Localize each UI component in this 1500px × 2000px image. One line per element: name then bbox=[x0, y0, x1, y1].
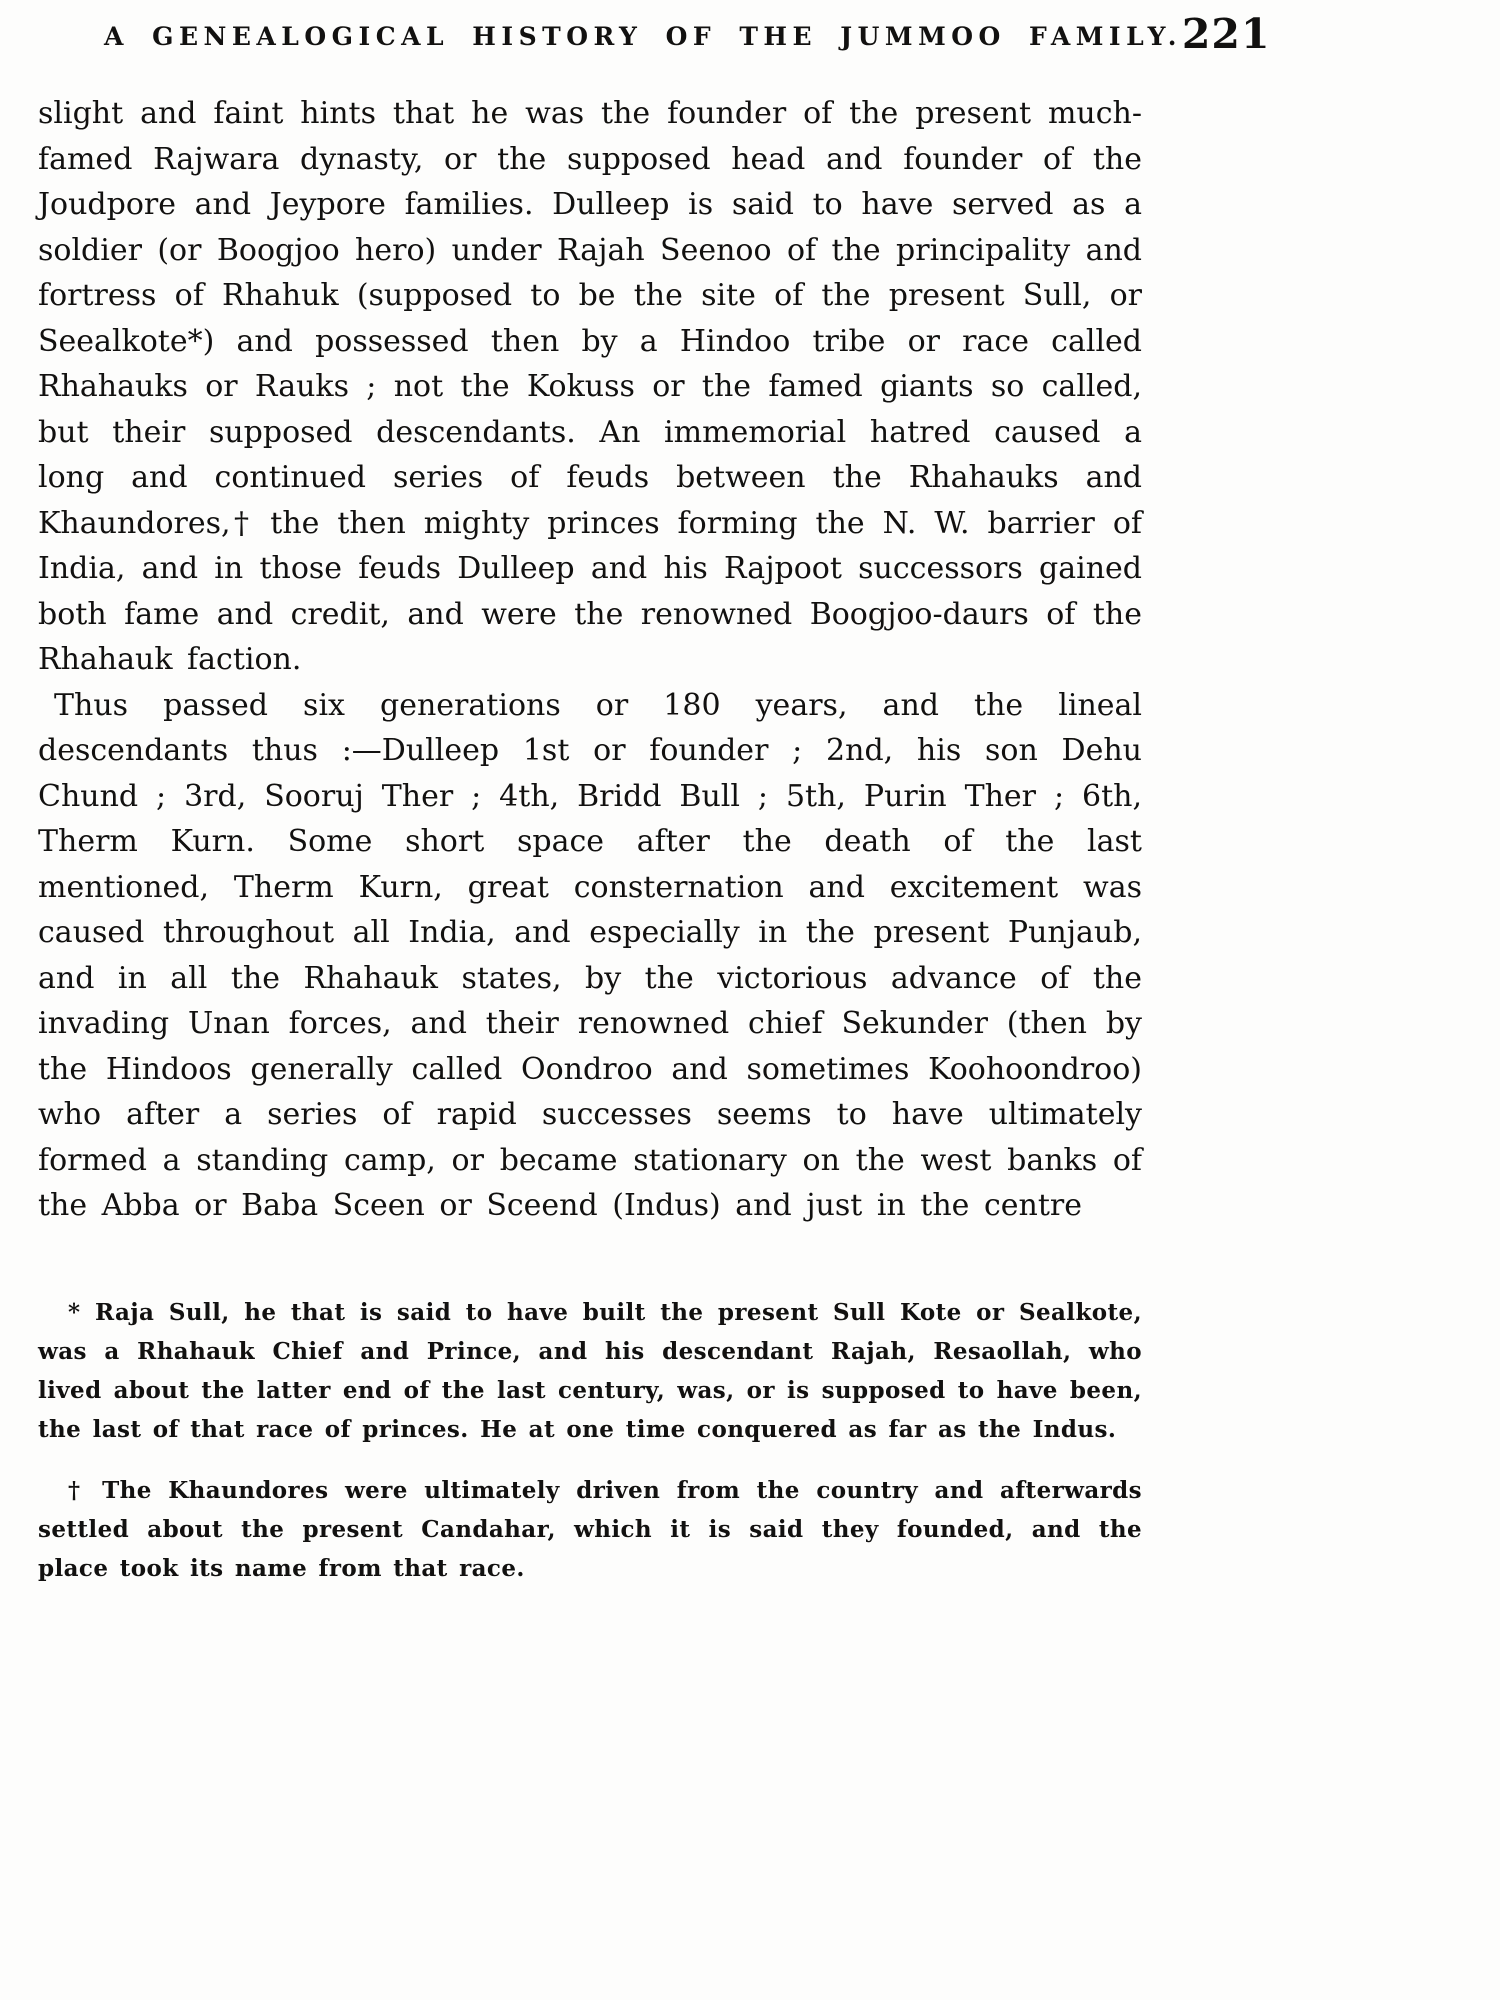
footnote-dagger: † The Khaundores were ultimately driven from the country and afterwards settled about the present Candahar, which it is said they founded, and the place took its name from that race. bbox=[38, 1476, 1142, 1582]
paragraph-generations: Thus passed six generations or 180 years, and the lineal descendants thus :—Dulleep 1st or founder ; 2nd, his son Dehu Chund ; 3rd, Sooruj Ther ; 4th, Bridd Bull ; 5th, Purin Ther ; 6th, Therm Kurn. Some short space after the death of the last mentioned, Therm Kurn, great consternation and excitement was caused throughout all India, and especially in the present Punjaub, and in all the Rhahauk states, by the victorious advance of the invading Unan forces, and their renowned chief Sekunder (then by the Hindoos generally called Oondroo and sometimes Koohoondroo) who after a series of rapid successes seems to have ultimately formed a standing camp, or became stationary on the west banks of the Abba or Baba Sceen or Sceend (Indus) and just in the centre bbox=[38, 687, 1142, 1223]
footnote-asterisk: * Raja Sull, he that is said to have built the present Sull Kote or Sealkote, was a Rhahauk Chief and Prince, and his descendant Rajah, Resaollah, who lived about the latter end of the last century, was, or is supposed to have been, the last of that race of princes. He at one time conquered as far as the Indus. bbox=[38, 1298, 1142, 1443]
page-header bbox=[38, 10, 1271, 58]
paragraph-continuation: slight and faint hints that he was the founder of the present much-famed Rajwara dynasty, or the supposed head and founder of the Joudpore and Jeypore families. Dulleep is said to have served as a soldier (or Boogjoo hero) under Rajah Seenoo of the principality and fortress of Rhahuk (supposed to be the site of the present Sull, or Seealkote*) and possessed then by a Hindoo tribe or race called Rhahauks or Rauks ; not the Kokuss or the famed giants so called, but their supposed descendants. An immemorial hatred caused a long and continued series of feuds between the Rhahauks and Khaundores,† the then mighty princes forming the N. W. barrier of India, and in those feuds Dulleep and his Rajpoot successors gained both fame and credit, and were the renowned Boogjoo-daurs of the Rhahauk faction. bbox=[38, 96, 1142, 677]
running-title: A GENEALOGICAL HISTORY OF THE JUMMOO FAMILY. bbox=[104, 22, 1182, 51]
body-text bbox=[38, 91, 1142, 1229]
footnotes-section bbox=[38, 1293, 1142, 1588]
page-number: 221 bbox=[1181, 10, 1271, 58]
